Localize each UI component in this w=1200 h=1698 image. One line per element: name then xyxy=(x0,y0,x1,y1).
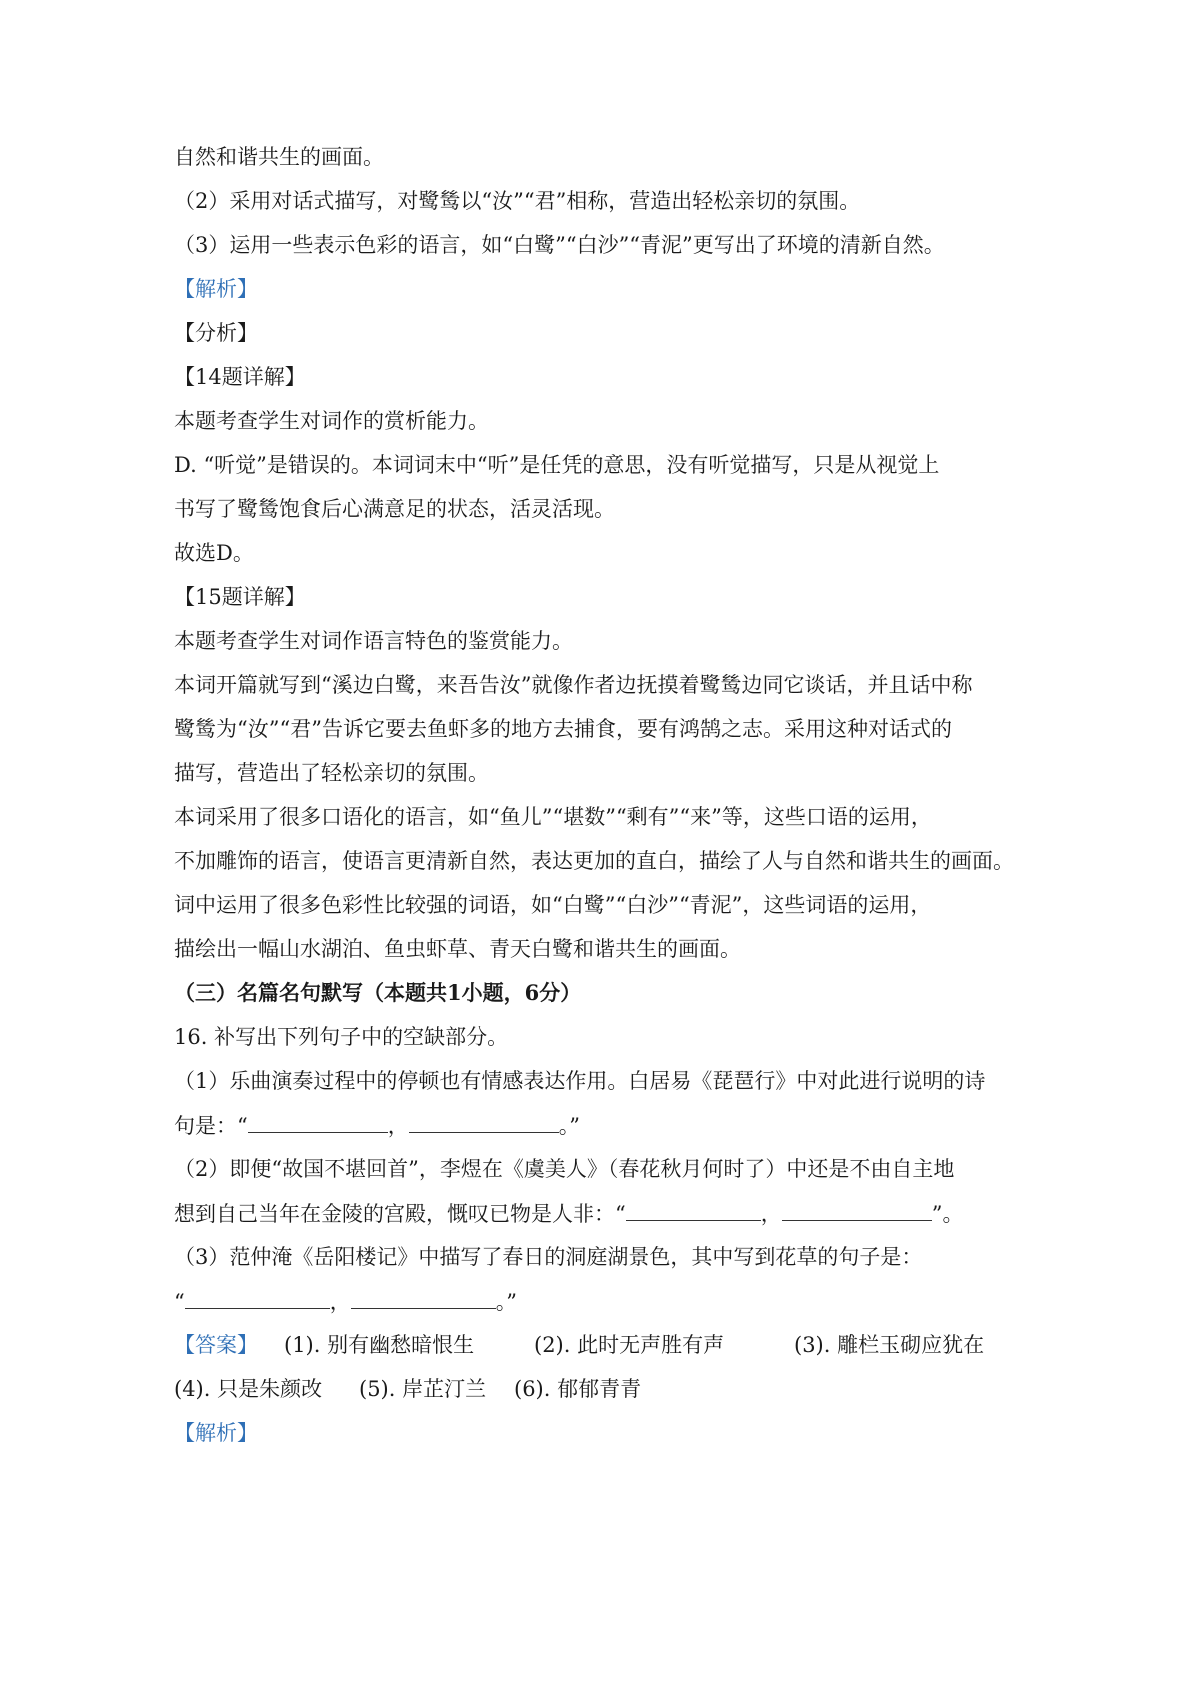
text-segment: ， xyxy=(387,1114,409,1138)
text-line: 本题考查学生对词作语言特色的鉴赏能力。 xyxy=(174,629,573,653)
text-segment: 想到自己当年在金陵的宫殿，慨叹已物是人非：“ xyxy=(174,1202,626,1226)
text-line: 故选D。 xyxy=(174,541,254,565)
answer-label: 【答案】 xyxy=(174,1333,258,1357)
text-line: 词中运用了很多色彩性比较强的词语，如“白鹭”“白沙”“青泥”，这些词语的运用， xyxy=(174,893,932,917)
text-line: 不加雕饰的语言，使语言更清新自然，表达更加的直白，描绘了人与自然和谐共生的画面。 xyxy=(174,849,1014,873)
text-line: 描绘出一幅山水湖泊、鱼虫虾草、青天白鹭和谐共生的画面。 xyxy=(174,937,741,961)
text-segment: 句是：“ xyxy=(174,1114,248,1138)
text-line: 自然和谐共生的画面。 xyxy=(174,145,384,169)
analysis-label: 【解析】 xyxy=(174,1421,258,1445)
text-line: （3）范仲淹《岳阳楼记》中描写了春日的洞庭湖景色，其中写到花草的句子是： xyxy=(174,1245,923,1269)
text-segment: 。” xyxy=(495,1290,517,1314)
answer-blank[interactable] xyxy=(782,1198,932,1221)
text-segment: ， xyxy=(760,1202,782,1226)
fill-blank-line xyxy=(174,1198,963,1229)
section-label: 【14题详解】 xyxy=(174,365,306,389)
text-line: 本题考查学生对词作的赏析能力。 xyxy=(174,409,489,433)
section-heading: （三）名篇名句默写（本题共1小题，6分） xyxy=(174,980,582,1005)
answer-item: (1). 别有幽愁暗恨生 xyxy=(284,1333,475,1357)
fill-blank-line xyxy=(174,1286,517,1317)
question-title: 16. 补写出下列句子中的空缺部分。 xyxy=(174,1025,509,1049)
answer-item: (6). 郁郁青青 xyxy=(514,1377,642,1401)
text-line: 描写，营造出了轻松亲切的氛围。 xyxy=(174,761,489,785)
text-line: 书写了鹭鸶饱食后心满意足的状态，活灵活现。 xyxy=(174,497,615,521)
text-line: 本词采用了很多口语化的语言，如“鱼儿”“堪数”“剩有”“来”等，这些口语的运用， xyxy=(174,805,932,829)
text-line: （2）即便“故国不堪回首”，李煜在《虞美人》（春花秋月何时了）中还是不由自主地 xyxy=(174,1157,955,1181)
answer-line xyxy=(174,1374,641,1404)
text-line: （2）采用对话式描写，对鹭鸶以“汝”“君”相称，营造出轻松亲切的氛围。 xyxy=(174,189,861,213)
answer-blank[interactable] xyxy=(409,1110,559,1133)
answer-blank[interactable] xyxy=(351,1286,496,1309)
text-line: （1）乐曲演奏过程中的停顿也有情感表达作用。白居易《琵琶行》中对此进行说明的诗 xyxy=(174,1069,986,1093)
section-label: 【分析】 xyxy=(174,321,258,345)
text-segment: ， xyxy=(329,1290,351,1314)
text-line: （3）运用一些表示色彩的语言，如“白鹭”“白沙”“青泥”更写出了环境的清新自然。 xyxy=(174,233,945,257)
fill-blank-line xyxy=(174,1110,580,1141)
analysis-label: 【解析】 xyxy=(174,277,258,301)
text-line: 本词开篇就写到“溪边白鹭，来吾告汝”就像作者边抚摸着鹭鸶边同它谈话，并且话中称 xyxy=(174,673,973,697)
section-label: 【15题详解】 xyxy=(174,585,306,609)
answer-item: (4). 只是朱颜改 xyxy=(174,1377,323,1401)
answer-blank[interactable] xyxy=(626,1198,761,1221)
text-segment: ”。 xyxy=(931,1202,964,1226)
text-segment: 。” xyxy=(558,1114,580,1138)
answer-item: (3). 雕栏玉砌应犹在 xyxy=(794,1333,985,1357)
answer-item: (2). 此时无声胜有声 xyxy=(534,1333,725,1357)
answer-blank[interactable] xyxy=(248,1110,388,1133)
text-line: D. “听觉”是错误的。本词词末中“听”是任凭的意思，没有听觉描写，只是从视觉上 xyxy=(174,453,940,477)
answer-item: (5). 岸芷汀兰 xyxy=(359,1377,487,1401)
answer-blank[interactable] xyxy=(185,1286,330,1309)
text-segment: “ xyxy=(174,1290,185,1314)
text-line: 鹭鸶为“汝”“君”告诉它要去鱼虾多的地方去捕食，要有鸿鹄之志。采用这种对话式的 xyxy=(174,717,952,741)
answer-line xyxy=(174,1330,984,1360)
